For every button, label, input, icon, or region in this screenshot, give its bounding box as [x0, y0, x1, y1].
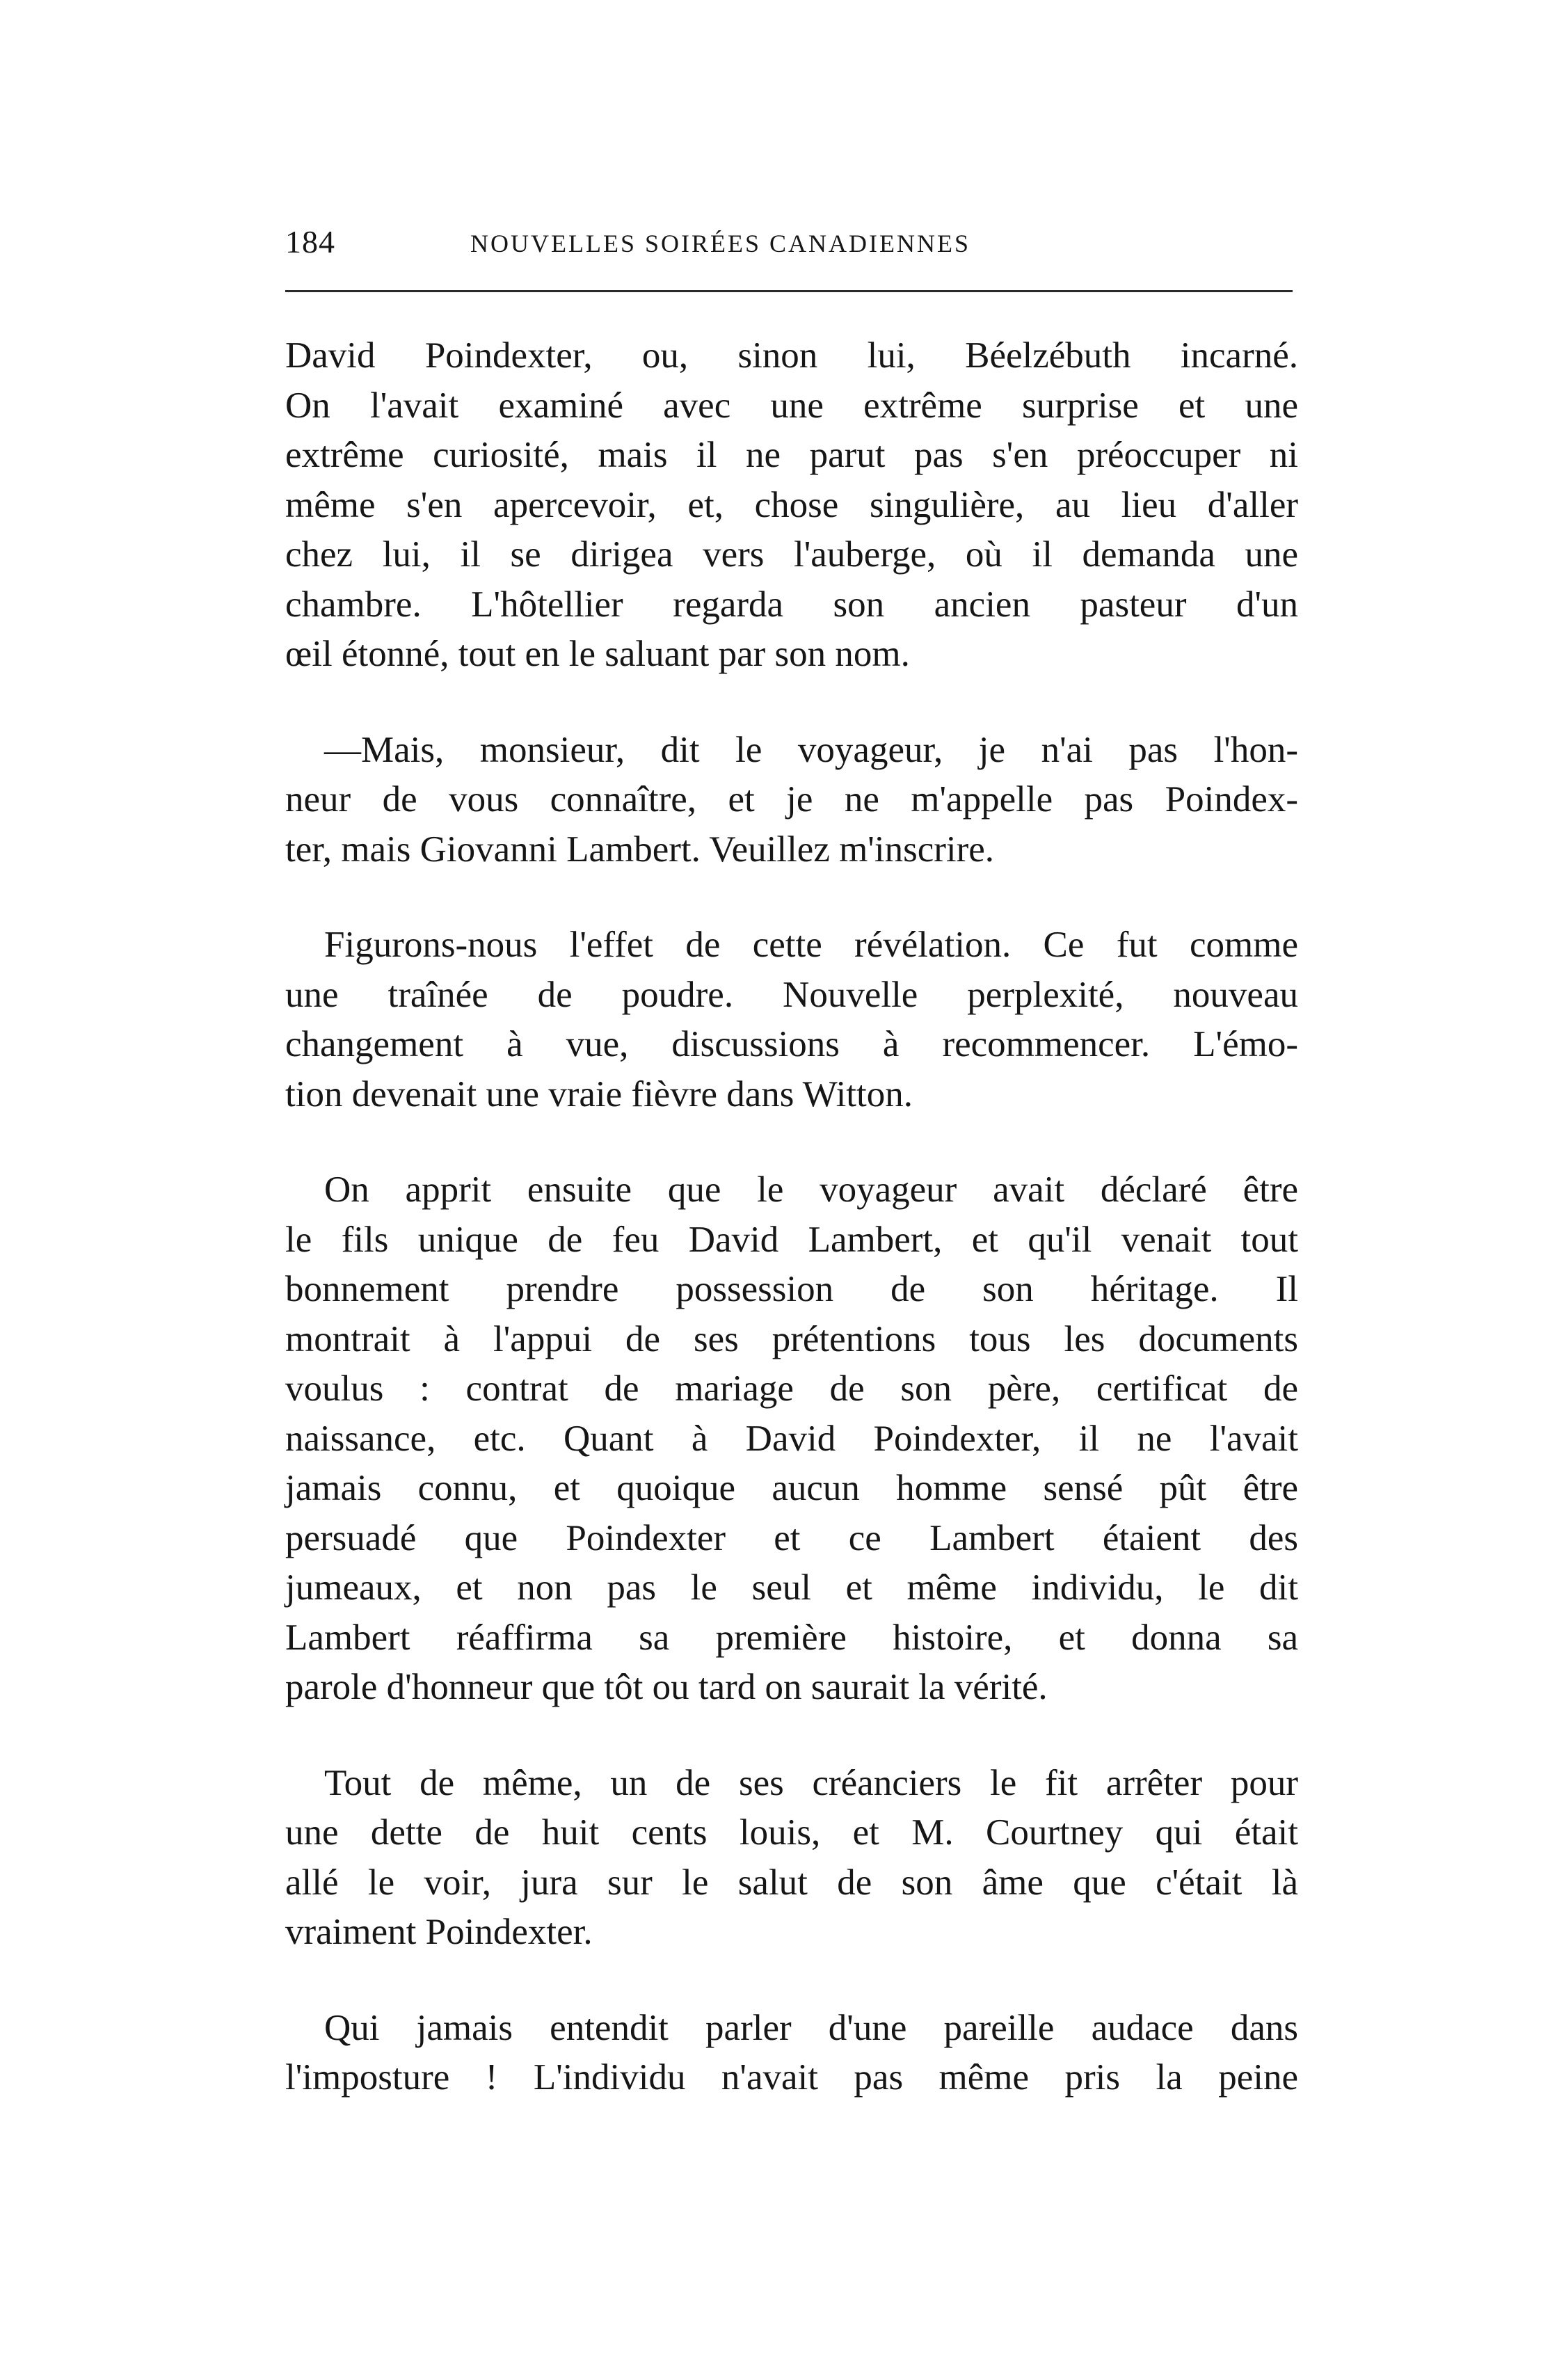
- text-line: allé le voir, jura sur le salut de son âme que c'était là: [285, 1862, 1298, 1903]
- text-line: David Poindexter, ou, sinon lui, Béelzébuth incarné.: [285, 335, 1298, 376]
- paragraph-3: [285, 920, 1298, 1119]
- text-line: On apprit ensuite que le voyageur avait déclaré être: [324, 1169, 1298, 1210]
- page-body: [285, 331, 1298, 2103]
- text-line: ter, mais Giovanni Lambert. Veuillez m'inscrire.: [285, 829, 995, 870]
- paragraph-4: [285, 1165, 1298, 1713]
- text-line: Qui jamais entendit parler d'une pareille audace dans: [324, 2007, 1298, 2048]
- text-line: persuadé que Poindexter et ce Lambert étaient des: [285, 1517, 1298, 1558]
- text-line: parole d'honneur que tôt ou tard on saurait la vérité.: [285, 1667, 1048, 1707]
- text-line: naissance, etc. Quant à David Poindexter, il ne l'avait: [285, 1418, 1298, 1459]
- paragraph-1: [285, 331, 1298, 680]
- text-line: extrême curiosité, mais il ne parut pas s'en préoccuper ni: [285, 435, 1298, 475]
- text-line: On l'avait examiné avec une extrême surprise et une: [285, 385, 1298, 426]
- text-line: une dette de huit cents louis, et M. Courtney qui était: [285, 1812, 1298, 1853]
- text-line: même s'en apercevoir, et, chose singulière, au lieu d'aller: [285, 484, 1298, 525]
- text-line: Lambert réaffirma sa première histoire, et donna sa: [285, 1617, 1298, 1658]
- text-line: une traînée de poudre. Nouvelle perplexité, nouveau: [285, 974, 1298, 1015]
- text-line: —Mais, monsieur, dit le voyageur, je n'ai pas l'hon-: [324, 729, 1298, 770]
- text-line: le fils unique de feu David Lambert, et qu'il venait tout: [285, 1219, 1298, 1260]
- text-line: voulus : contrat de mariage de son père, certificat de: [285, 1368, 1298, 1409]
- text-line: Figurons-nous l'effet de cette révélation. Ce fut comme: [324, 925, 1298, 965]
- paragraph-6: [285, 2004, 1298, 2103]
- paragraph-2: [285, 726, 1298, 875]
- text-line: œil étonné, tout en le saluant par son nom.: [285, 634, 910, 674]
- text-line: chambre. L'hôtellier regarda son ancien pasteur d'un: [285, 584, 1298, 625]
- paragraph-5: [285, 1759, 1298, 1958]
- text-line: bonnement prendre possession de son héritage. Il: [285, 1269, 1298, 1309]
- text-line: jamais connu, et quoique aucun homme sensé pût être: [285, 1468, 1298, 1508]
- header-rule: [285, 290, 1293, 292]
- text-line: chez lui, il se dirigea vers l'auberge, où il demanda une: [285, 534, 1298, 575]
- text-line: changement à vue, discussions à recommencer. L'émo-: [285, 1024, 1298, 1064]
- text-line: vraiment Poindexter.: [285, 1912, 593, 1952]
- page-number: 184: [285, 224, 335, 259]
- text-line: neur de vous connaître, et je ne m'appelle pas Poindex-: [285, 779, 1298, 820]
- text-line: l'imposture ! L'individu n'avait pas même pris la peine: [285, 2057, 1298, 2098]
- running-title: NOUVELLES SOIRÉES CANADIENNES: [470, 230, 970, 257]
- running-header: [285, 221, 1294, 263]
- text-line: Tout de même, un de ses créanciers le fit arrêter pour: [324, 1762, 1298, 1803]
- text-line: jumeaux, et non pas le seul et même individu, le dit: [285, 1567, 1298, 1608]
- text-line: tion devenait une vraie fièvre dans Witton.: [285, 1073, 913, 1115]
- text-line: montrait à l'appui de ses prétentions tous les documents: [285, 1318, 1298, 1359]
